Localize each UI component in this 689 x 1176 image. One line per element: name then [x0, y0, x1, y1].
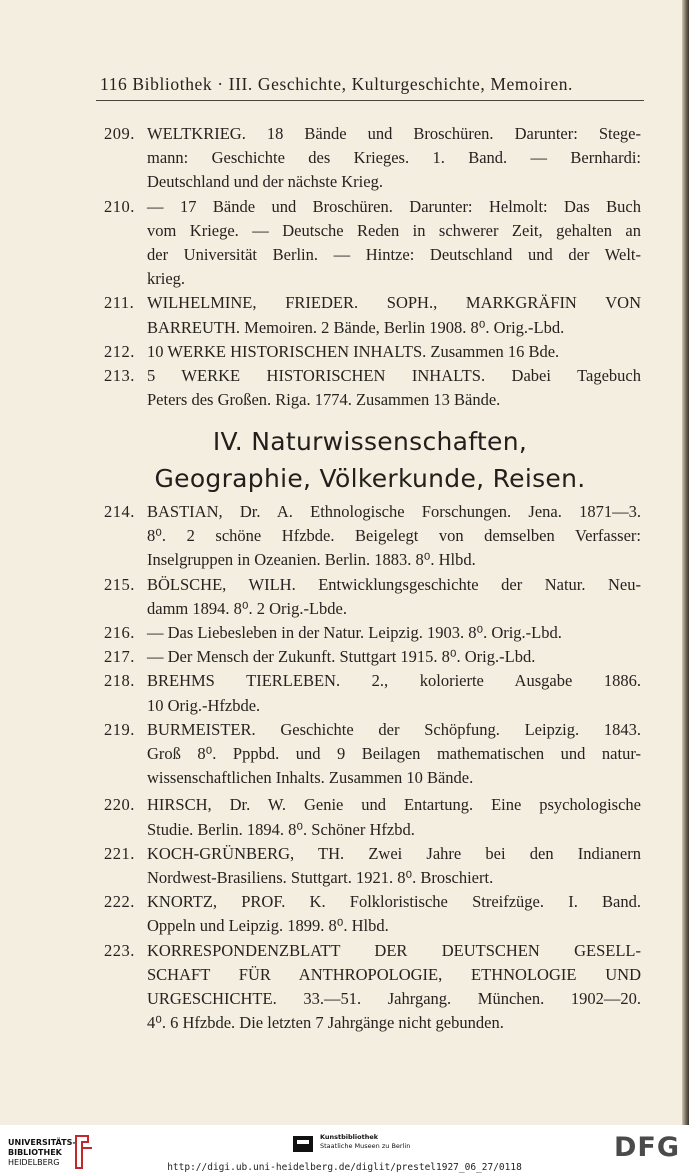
entry-text-line: BÖLSCHE, WILH. Entwicklungsgeschichte der Natur. Neu- [147, 574, 641, 594]
entry-text-line: KNORTZ, PROF. K. Folkloristische Streifzüge. I. Band. [147, 892, 641, 912]
entry-number: 216. [104, 623, 135, 642]
dfg-logo: DFG [614, 1132, 681, 1163]
entry-text-line: krieg. [147, 269, 186, 289]
entry-text-line: Studie. Berlin. 1894. 8⁰. Schöner Hfzbd. [147, 819, 415, 839]
entry-text-line: 4⁰. 6 Hfzbde. Die letzten 7 Jahrgänge nicht gebunden. [147, 1013, 504, 1033]
entry-text-line: KORRESPONDENZBLATT DER DEUTSCHEN GESELL- [147, 940, 641, 960]
entry-text-line: Groß 8⁰. Pppbd. und 9 Beilagen mathematischen und natur- [147, 743, 641, 763]
entry-number: 220. [104, 795, 135, 815]
library-logo-line: HEIDELBERG [8, 1158, 60, 1167]
entry-number: 210. [104, 196, 135, 216]
entry-text-line: SCHAFT FÜR ANTHROPOLOGIE, ETHNOLOGIE UND [147, 964, 641, 984]
library-logo-line: BIBLIOTHEK [8, 1148, 62, 1157]
entry-number: 219. [104, 719, 135, 739]
entry-text-line: HIRSCH, Dr. W. Genie und Entartung. Eine psychologische [147, 795, 641, 815]
header-rule [96, 100, 644, 101]
entry-text-line: der Universität Berlin. — Hintze: Deutschland und der Welt- [147, 244, 641, 264]
entry-text-line: Peters des Großen. Riga. 1774. Zusammen 13 Bände. [147, 390, 501, 410]
entry-number: 213. [104, 366, 135, 385]
entry-text-line: 8⁰. 2 schöne Hfzbde. Beigelegt von demselben Verfasser: [147, 526, 641, 546]
entry-text-line: BARREUTH. Memoiren. 2 Bände, Berlin 1908. 8⁰. Orig.-Lbd. [147, 317, 565, 337]
entry-text-line: BASTIAN, Dr. A. Ethnologische Forschungen. Jena. 1871—3. [147, 502, 641, 521]
entry-number: 217. [104, 647, 135, 667]
entry-number: 212. [104, 341, 135, 361]
kunstbibliothek-mark-icon [291, 1134, 315, 1154]
entry-text-line: 5 WERKE HISTORISCHEN INHALTS. Dabei Tagebuch [147, 366, 641, 385]
entry-text-line: damm 1894. 8⁰. 2 Orig.-Lbde. [147, 598, 347, 618]
entry-text-line: Nordwest-Brasiliens. Stuttgart. 1921. 8⁰. Broschiert. [147, 867, 494, 887]
entry-number: 211. [104, 293, 135, 313]
entry-text-line: 10 Orig.-Hfzbde. [147, 695, 261, 715]
entry-text-line: BURMEISTER. Geschichte der Schöpfung. Leipzig. 1843. [147, 719, 641, 739]
entry-text-line: Deutschland und der nächste Krieg. [147, 172, 383, 192]
entry-number: 223. [104, 940, 135, 960]
entry-text-line: BREHMS TIERLEBEN. 2., kolorierte Ausgabe 1886. [147, 671, 641, 691]
entry-text-line: mann: Geschichte des Krieges. 1. Band. — Bernhardi: [147, 148, 641, 168]
entry-text-line: — 17 Bände und Broschüren. Darunter: Helmolt: Das Buch [147, 196, 641, 216]
entry-number: 222. [104, 892, 135, 912]
entry-text-line: — Das Liebesleben in der Natur. Leipzig. 1903. 8⁰. Orig.-Lbd. [147, 623, 562, 642]
kunst-logo-line: Staatliche Museen zu Berlin [320, 1142, 411, 1150]
entry-number: 215. [104, 574, 135, 594]
entry-number: 218. [104, 671, 135, 691]
entry-text-line: URGESCHICHTE. 33.—51. Jahrgang. München. 1902—20. [147, 988, 641, 1008]
entry-number: 209. [104, 124, 135, 143]
entry-number: 214. [104, 502, 135, 521]
kunstbibliothek-logo [320, 1133, 440, 1151]
page-edge-shadow [682, 0, 689, 1176]
entry-text-line: wissenschaftlichen Inhalts. Zusammen 10 Bände. [147, 768, 474, 788]
entry-text-line: — Der Mensch der Zukunft. Stuttgart 1915. 8⁰. Orig.-Lbd. [147, 647, 536, 667]
entry-text-line: Inselgruppen in Ozeanien. Berlin. 1883. 8⁰. Hlbd. [147, 550, 476, 570]
library-logo-line: UNIVERSITÄTS- [8, 1138, 76, 1147]
entry-text-line: KOCH-GRÜNBERG, TH. Zwei Jahre bei den Indianern [147, 843, 641, 863]
section-heading-line-1: IV. Naturwissenschaften, [212, 427, 528, 456]
running-head: 116 Bibliothek · III. Geschichte, Kulturgeschichte, Memoiren. [100, 74, 574, 94]
entry-text-line: WILHELMINE, FRIEDER. SOPH., MARKGRÄFIN VON [147, 293, 641, 313]
entry-text-line: WELTKRIEG. 18 Bände und Broschüren. Darunter: Stege- [147, 124, 641, 143]
source-url[interactable]: http://digi.ub.uni-heidelberg.de/diglit/prestel1927_06_27/0118 [167, 1162, 522, 1173]
entry-number: 221. [104, 843, 135, 863]
section-heading-line-2: Geographie, Völkerkunde, Reisen. [154, 464, 586, 493]
entry-text-line: Oppeln und Leipzig. 1899. 8⁰. Hlbd. [147, 916, 389, 936]
entry-text-line: vom Kriege. — Deutsche Reden in schwerer Zeit, gehalten an [147, 220, 641, 240]
kunst-logo-line: Kunstbibliothek [320, 1133, 379, 1141]
entry-text-line: 10 WERKE HISTORISCHEN INHALTS. Zusammen 16 Bde. [147, 341, 560, 361]
